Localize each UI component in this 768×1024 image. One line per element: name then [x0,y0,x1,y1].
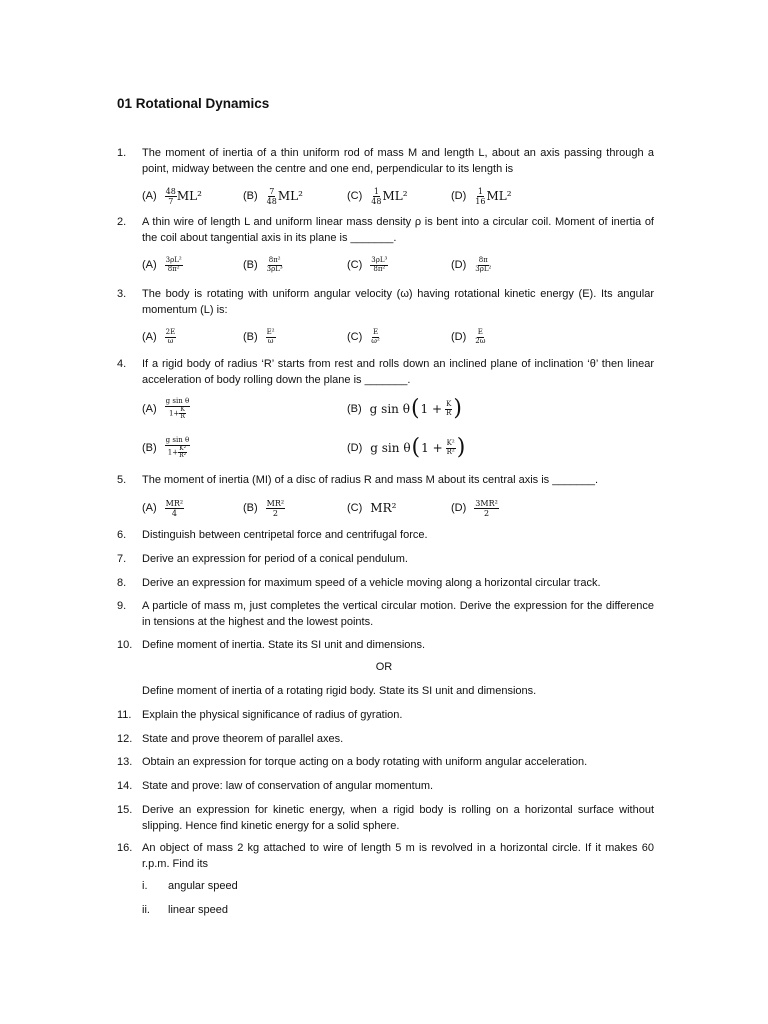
question-2 [117,215,654,246]
q3-option-c: (C) $\frac{E}{\text{ω²}}$ [347,328,380,345]
question-5 [117,473,654,489]
question-number: 16. [117,842,133,854]
q4-option-a: (A) g sin θ 1+ $\frac{K}{R}$ [142,397,190,420]
question-number: 13. [117,756,133,768]
question-text: Obtain an expression for torque acting on a body rotating with uniform angular acceleration. [142,756,588,768]
question-number: 11. [117,709,132,721]
q5-option-a: (A) $\frac{\text{MR²}}{4}$ [142,498,184,518]
question-16 [117,841,654,872]
question-number: 15. [117,804,133,816]
question-number: 9. [117,600,127,612]
question-text: The moment of inertia of a thin uniform rod of mass M and length L, about an axis passing through a point, midway between the centre and one end, perpendicular to its length is [142,147,654,175]
q3-option-a: (A) $\frac{2E}{\omega}$ [142,328,176,345]
question-8 [117,576,654,592]
question-text: Derive an expression for kinetic energy, when a rigid body is rolling on a horizontal surface without slipping. Hence find kinetic energy for a solid sphere. [142,804,654,832]
question-4 [117,357,654,388]
question-11 [117,708,654,724]
q2-option-b: (B) $\frac{\text{8π²}}{\text{3ρL³}}$ [243,256,283,273]
question-number: 3. [117,288,127,300]
question-number: 6. [117,529,127,541]
q5-option-c: (C) MR² [347,501,397,515]
question-text: State and prove theorem of parallel axes. [142,733,344,745]
question-number: 1. [117,147,127,159]
q2-option-d: (D) $\frac{8\pi}{\text{3ρL²}}$ [451,256,492,273]
question-text: A particle of mass m, just completes the vertical circular motion. Derive the expression for the difference in tensions at the highest and the lowest points. [142,600,654,628]
question-number: 4. [117,358,127,370]
question-text: The moment of inertia (MI) of a disc of radius R and mass M about its central axis is _______. [142,474,599,486]
question-text: If a rigid body of radius ‘R’ starts from rest and rolls down an inclined plane of inclination ‘θ’ then linear acceleration of body rolling down the plane is _______. [142,358,654,386]
question-number: 10. [117,639,133,651]
question-12 [117,732,654,748]
question-9 [117,599,654,630]
q2-option-a: (A) $\frac{\text{3ρL²}}{\text{8π²}}$ [142,256,182,273]
question-number: 14. [117,780,133,792]
question-text: A thin wire of length L and uniform linear mass density ρ is bent into a circular coil. Moment of inertia of the coil about tangential axis in its plane is _______. [142,216,654,244]
question-10-alternate [117,684,654,700]
question-text: The body is rotating with uniform angular velocity (ω) having rotational kinetic energy (E). Its angular momentum (L) is: [142,288,654,316]
q2-option-c: (C) $\frac{\text{3ρL³}}{\text{8π²}}$ [347,256,388,273]
question-number: 8. [117,577,127,589]
question-text: An object of mass 2 kg attached to wire of length 5 m is revolved in a horizontal circle. If it makes 60 r.p.m. Find its [142,842,654,870]
question-13 [117,755,654,771]
page-title: 01 Rotational Dynamics [117,96,270,111]
question-number: 2. [117,216,127,228]
question-15 [117,803,654,834]
or-separator: OR [375,661,393,673]
question-text: Define moment of inertia of a rotating rigid body. State its SI unit and dimensions. [142,685,537,697]
question-text: Derive an expression for period of a conical pendulum. [142,553,408,565]
question-text: Derive an expression for maximum speed of a vehicle moving along a horizontal circular track. [142,577,601,589]
question-14 [117,779,654,795]
question-text: Distinguish between centripetal force and centrifugal force. [142,529,428,541]
question-7 [117,552,654,568]
question-number: 7. [117,553,127,565]
question-text: State and prove: law of conservation of angular momentum. [142,780,434,792]
q1-option-a: (A) $\frac{48}{7}$ ML² [142,186,202,206]
question-3 [117,287,654,318]
question-text: Define moment of inertia. State its SI unit and dimensions. [142,639,426,651]
question-text: Explain the physical significance of radius of gyration. [142,709,403,721]
question-1 [117,146,654,177]
question-6 [117,528,654,544]
q4-option-b: (B) g sin θ ( 1 + $\frac{K}{R}$ ) [347,396,462,421]
q4-option-d: (D) g sin θ ( 1 + $\frac{\text{K²}}{\text{R²}}$ ) [347,435,466,460]
q1-option-c: (C) $\frac{1}{48}$ ML² [347,186,408,206]
q1-option-b: (B) $\frac{7}{48}$ ML² [243,186,303,206]
question-number: 12. [117,733,133,745]
question-number: 5. [117,474,127,486]
q4-option-c: (B) g sin θ 1+ $\frac{\text{K²}}{\text{R²}}$ [142,436,190,459]
q5-option-b: (B) $\frac{\text{MR²}}{2}$ [243,498,285,518]
q1-option-d: (D) $\frac{1}{16}$ ML² [451,186,512,206]
q3-option-d: (D) $\frac{E}{2\omega}$ [451,328,486,345]
q3-option-b: (B) $\frac{\text{E²}}{\omega}$ [243,328,275,345]
question-10 [117,638,654,654]
q5-option-d: (D) $\frac{\text{3MR²}}{2}$ [451,498,498,518]
